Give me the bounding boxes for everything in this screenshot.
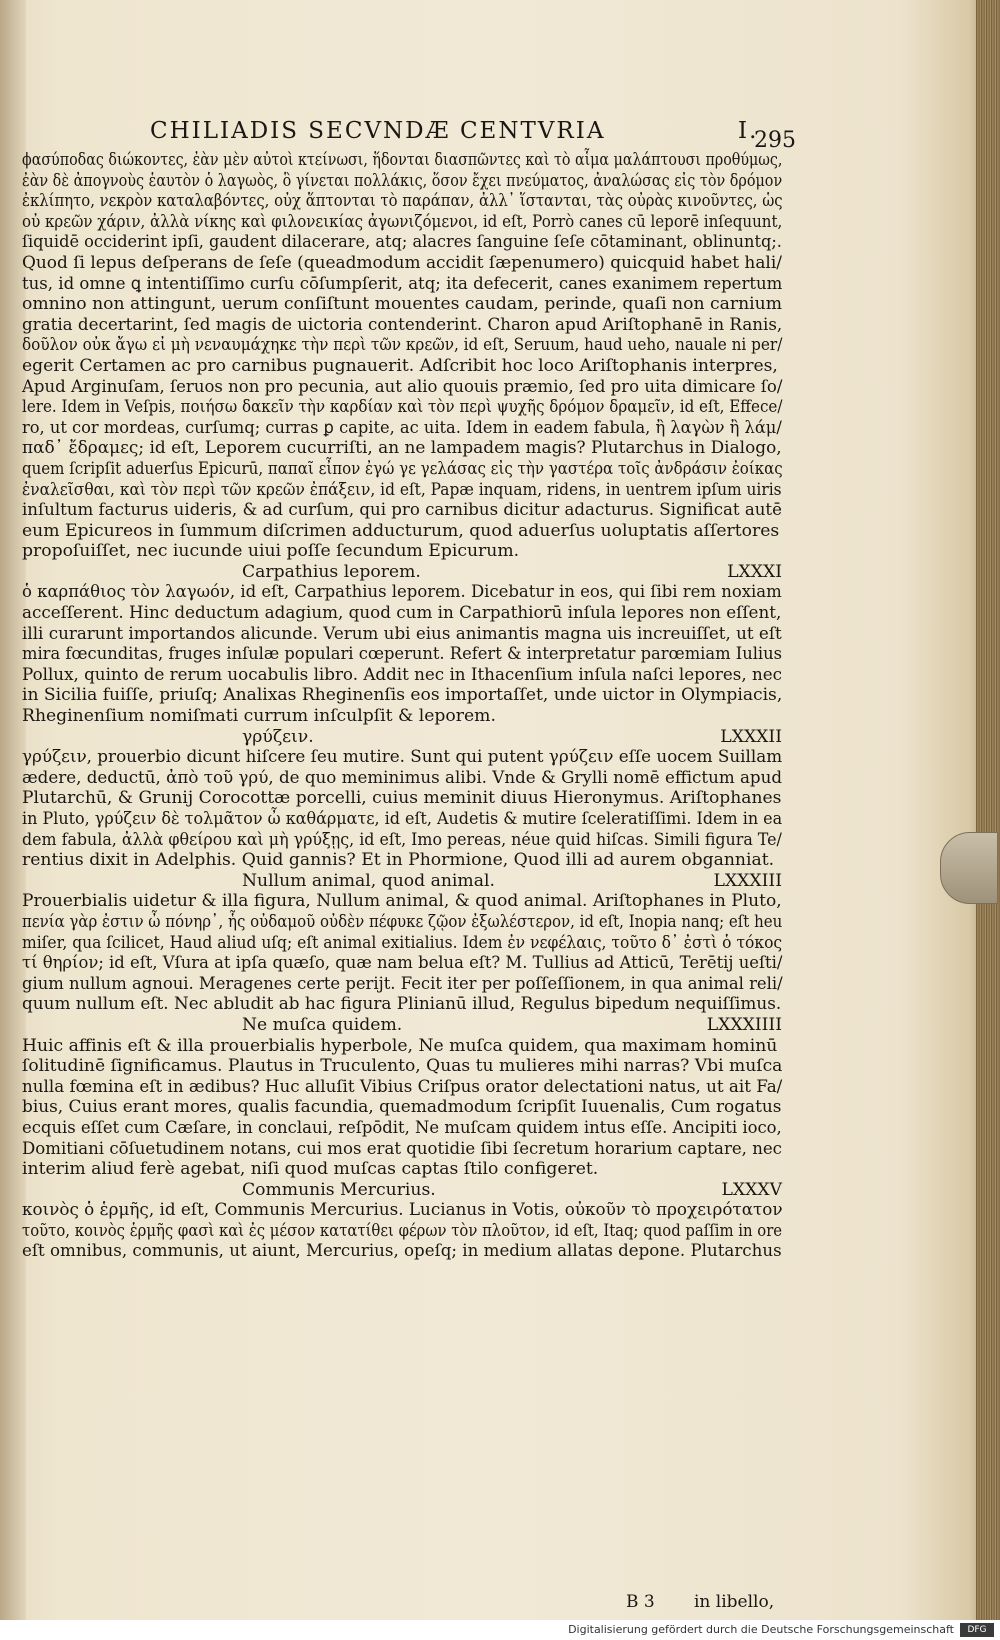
text-line: omnino non attingunt, uerum conſiſtunt mouentes caudam, perinde, quaſi non carnium	[22, 294, 783, 315]
text-line: rentius dixit in Adelphis. Quid gannis? Et in Phormione, Quod illi ad aurem obganniat.	[22, 850, 775, 871]
text-block	[22, 150, 782, 1262]
text-line: interim aliud ferè agebat, niſi quod muſcas captas ſtilo configeret.	[22, 1159, 599, 1180]
adage-heading	[22, 1015, 782, 1036]
dfg-logo: DFG	[960, 1623, 994, 1637]
adage-title: Nullum animal, quod animal.	[242, 870, 495, 891]
funding-credit: Digitalisierung gefördert durch die Deutsche Forschungsgemeinschaft	[568, 1623, 954, 1636]
text-line: Pollux, quinto de rerum uocabulis libro. Addit nec in Ithacenſium inſula naſci lepores, nec	[22, 664, 782, 685]
folio-number: 295	[754, 128, 796, 153]
running-header	[150, 118, 790, 148]
text-line: nulla fœmina eſt in ædibus? Huc alluſit Vibius Criſpus orator delectationi natus, ut ait Fa/	[22, 1076, 783, 1097]
text-line: ecquis eſſet cum Cæſare, in conclaui, reſpōdit, Ne muſcam quidem intus eſſe. Ancipiti ioco,	[22, 1117, 782, 1138]
text-line: miſer, qua ſcilicet, Haud aliud uſq; eſt animal exitialius. Idem ἐν νεφέλαις, τοῦτο δ᾽ ἐστὶ ὁ τόκος	[22, 932, 783, 953]
text-line: ἐκλίπητο, νεκρὸν καταλαβόντες, οὐχ ἅπτονται τὸ παράπαν, ἀλλ᾽ ἵστανται, τὰς οὐρὰς κινοῦντες, ὡς	[22, 191, 783, 212]
adage-numeral: LXXXIII	[713, 870, 782, 891]
text-line: illi curarunt importandos alicunde. Verum ubi eius animantis magna uis increuiſſet, ut eſt	[22, 623, 782, 644]
text-line: Apud Arginuſam, ſeruos non pro pecunia, aut alio quouis præmio, ſed pro uita dimicare ſo/	[22, 376, 783, 397]
text-line: Rheginenſium nomiſmati currum inſculpſit & leporem.	[22, 706, 496, 727]
adage-numeral: LXXXII	[720, 726, 782, 747]
page-number: I.	[738, 118, 759, 144]
text-line: tus, id omne ꝗ intentiſſimo curſu cōſumpſerit, atq; ita defecerit, canes exanimem repertum	[22, 273, 783, 294]
text-line: δοῦλον οὐκ ἄγω εἰ μὴ νεναυμάχηκε τὴν περὶ τῶν κρεῶν, id eſt, Seruum, haud ueho, nauale ni per/	[22, 335, 783, 356]
text-line: Huic affinis eſt & illa prouerbialis hyperbole, Ne muſca quidem, qua maximam hominū	[22, 1035, 778, 1056]
text-line: Plutarchū, & Grunij Corocottæ porcelli, cuius meminit diuus Hieronymus. Ariſtophanes	[22, 788, 782, 809]
text-line: bius, Cuius erant mores, qualis facundia, quemadmodum ſcripſit Iuuenalis, Cum rogatus	[22, 1097, 782, 1118]
signature-mark: B 3	[626, 1592, 655, 1612]
text-line: egerit Certamen ac pro carnibus pugnauerit. Adſcribit hoc loco Ariſtophanis interpres,	[22, 355, 778, 376]
adage-heading	[22, 727, 782, 748]
adage-numeral: LXXXIIII	[706, 1014, 782, 1035]
text-line: quem ſcripſit aduerſus Epicurū, παπαῖ εἶπον ἐγώ γε γελάσας εἰς τὴν γαστέρα τοῖς ἀνδράσιν ἐοίκας	[22, 458, 783, 479]
text-line: ἐὰν δὲ ἀπογνοὺς ἑαυτὸν ὁ λαγωὸς, ὃ γίνεται πολλάκις, ὅσον ἔχει πνεύματος, ἀναλώσας εἰς τὸν δρόμον	[22, 170, 783, 191]
page-clip	[940, 832, 998, 904]
text-line: τοῦτο, κοινὸς ἑρμῆς φασὶ καὶ ἐς μέσον κατατίθει φέρων τὸν πλοῦτον, id eſt, Itaq; quod paſſim in ore	[22, 1220, 783, 1241]
text-line: γρύζειν, prouerbio dicunt hiſcere ſeu mutire. Sunt qui putent γρύζειν eſſe uocem Suillam	[22, 747, 783, 768]
footer-bar	[0, 1620, 1000, 1640]
text-line: κοινὸς ὁ ἑρμῆς, id eſt, Communis Mercurius. Lucianus in Votis, οὐκοῦν τὸ προχειρότατον	[22, 1200, 783, 1221]
catchword: in libello,	[694, 1592, 775, 1612]
adage-title: Carpathius leporem.	[242, 561, 421, 582]
adage-title: Communis Mercurius.	[242, 1179, 436, 1200]
adage-heading	[22, 562, 782, 583]
text-line: Domitiani cōſuetudinem notans, cui mos erat quotidie ſibi ſecretum horarium captare, nec	[22, 1138, 782, 1159]
text-line: Quod ſi lepus deſperans de ſeſe (queadmodum accidit ſæpenumero) quicquid habet hali/	[22, 252, 782, 273]
adage-title: γρύζειν.	[242, 726, 314, 747]
running-title: CHILIADIS SECVNDÆ CENTVRIA	[150, 118, 606, 144]
text-line: inſultum facturus uideris, & ad curſum, qui pro carnibus dicitur adacturus. Significat autē	[22, 500, 782, 521]
text-line: ἐναλεῖσθαι, καὶ τὸν περὶ τῶν κρεῶν ἐπάξειν, id eſt, Papæ inquam, ridens, in uentrem ipſum uiris	[22, 479, 782, 500]
text-line: ὁ καρπάθιος τὸν λαγωόν, id eſt, Carpathius leporem. Dicebatur in eos, qui ſibi rem noxiam	[22, 582, 782, 603]
text-line: πενία γὰρ ἐστιν ὦ πόνηρ᾽, ἧς οὐδαμοῦ οὐδὲν πέφυκε ζῷον ἐξωλέστερον, id eſt, Inopia nanq; eſt heu	[22, 911, 783, 932]
text-line: in Sicilia fuiſſe, priuſq; Analixas Rheginenſis eos importaſſet, unde uictor in Olympiacis,	[22, 685, 783, 706]
adage-numeral: LXXXI	[727, 561, 782, 582]
text-line: in Pluto, γρύζειν δὲ τολμᾶτον ὦ καθάρματε, id eſt, Audetis & mutire ſceleratiſſimi. Idem in ea	[22, 809, 783, 829]
text-line: eſt omnibus, communis, ut aiunt, Mercurius, opeſq; in medium allatas depone. Plutarchus	[22, 1241, 782, 1262]
text-line: τί θηρίον; id eſt, Vſura at ipſa quæſo, quæ nam belua eſt? M. Tullius ad Atticū, Terētij ueſti/	[22, 953, 783, 974]
text-line: mira fœcunditas, fruges inſulæ populari cœperunt. Refert & interpretatur parœmiam Iulius	[22, 644, 783, 665]
text-line: eum Epicureos in ſummum diſcrimen adducturum, quod aduerſus uoluptatis aſſertores	[22, 520, 780, 541]
adage-heading	[22, 1180, 782, 1201]
adage-title: Ne muſca quidem.	[242, 1014, 403, 1035]
text-line: ædere, deductū, ἀπὸ τοῦ γρύ, de quo meminimus alibi. Vnde & Grylli nomē effictum apud	[22, 767, 783, 788]
text-line: παδ᾽ ἔδραμες; id eſt, Leporem cucurriſti, an ne lampadem magis? Plutarchus in Dialogo,	[22, 438, 782, 459]
adage-numeral: LXXXV	[721, 1179, 782, 1200]
text-line: Prouerbialis uidetur & illa figura, Nullum animal, & quod animal. Ariſtophanes in Pluto,	[22, 891, 782, 912]
page-edges	[976, 0, 1000, 1620]
text-line: lere. Idem in Veſpis, ποιήσω δακεῖν τὴν καρδίαν καὶ τὸν περὶ ψυχῆς δρόμον δραμεῖν, id eſt, Effece/	[22, 397, 783, 418]
text-line: acceſſerent. Hinc deductum adagium, quod cum in Carpathiorū inſula lepores non eſſent,	[22, 603, 782, 624]
adage-heading	[22, 871, 782, 892]
text-line: ro, ut cor mordeas, curſumq; curras ꝑ capite, ac uita. Idem in eadem fabula, ἢ λαγὼν ἢ λάμ/	[22, 417, 782, 438]
text-line: dem fabula, ἀλλὰ φθείρου καὶ μὴ γρύξῃς, id eſt, Imo pereas, néue quid hiſcas. Simili figura Te/	[22, 829, 782, 850]
text-line: ſiquidē occiderint ipſi, gaudent dilacerare, atq; alacres ſanguine ſeſe cōtaminant, oblinuntq;.	[22, 232, 782, 253]
text-line: gium nullum agnoui. Meragenes certe perijt. Fecit iter per poſſeſſionem, in qua animal reli/	[22, 973, 783, 994]
text-line: propoſuiſſet, nec iucunde uiui poſſe ſecundum Epicurum.	[22, 541, 520, 562]
text-line: ſolitudinē ſignificamus. Plautus in Truculento, Quas tu mulieres mihi narras? Vbi muſca	[22, 1056, 783, 1077]
text-line: οὐ κρεῶν χάριν, ἀλλὰ νίκης καὶ φιλονεικίας ἀγωνιζόμενοι, id eſt, Porrò canes cū leporē inſequunt,	[22, 211, 783, 232]
text-line: quum nullum eſt. Nec abludit ab hac figura Plinianū illud, Regulus bipedum nequiſſimus.	[22, 994, 782, 1015]
text-line: gratia decertarint, ſed magis de uictoria contenderint. Charon apud Ariſtophanē in Ranis,	[22, 314, 783, 335]
text-line: ϕασύποδας διώκοντες, ἐὰν μὲν αὐτοὶ κτείνωσι, ἥδονται διασπῶντες καὶ τὸ αἷμα μαλάπτουσι προθύμως,	[22, 150, 783, 170]
